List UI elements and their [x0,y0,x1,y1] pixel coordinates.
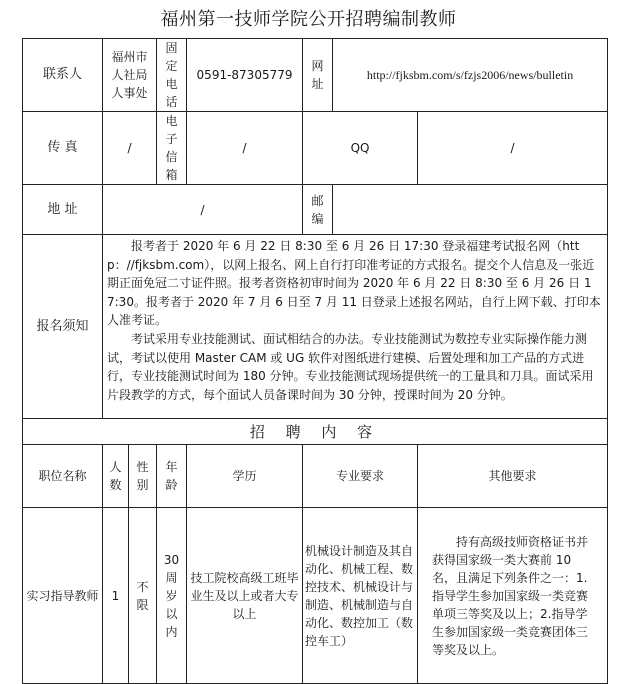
notice-paragraph: 报考者于 2020 年 6 月 22 日 8:30 至 6 月 26 日 17:30 登录福建考试报名网（http：//fjksbm.com），以网上报名、网上自行打印准考证的方式报名。提交个人信息及一张近期正面免冠二寸证件照。报考者资格初审时间为 2020 年 6 月 22 日 8:30 至 6 月 26 日 17:30。报考者于 2020 年 7 月 6 日至 7 月 11 日登录上述报名网站，自行上网下载、打印本人准考证。 [107,239,601,328]
row-education: 技工院校高级工班毕业生及以上或者大专以上 [187,508,303,684]
table-row [23,508,608,684]
qq-label: QQ [303,112,418,185]
postcode-label: 邮编 [303,185,333,235]
postcode-value [333,185,608,235]
header-other: 其他要求 [418,445,608,508]
notice-label: 报名须知 [23,235,103,419]
header-count: 人数 [103,445,129,508]
contact-label: 联系人 [23,39,103,112]
address-value: / [103,185,303,235]
notice-content [103,235,608,419]
header-gender: 性别 [129,445,157,508]
row-other [418,508,608,684]
notice-row [23,235,608,419]
qq-value: / [418,112,608,185]
contact-row [23,39,608,112]
phone-value: 0591-87305779 [187,39,303,112]
email-label: 电子信箱 [157,112,187,185]
header-position: 职位名称 [23,445,103,508]
row-major: 机械设计制造及其自动化、机械工程、数控技术、机械设计与制造、机械制造与自动化、数控加工（数控车工） [303,508,418,684]
header-age: 年龄 [157,445,187,508]
row-count: 1 [103,508,129,684]
recruitment-form [22,38,607,657]
address-row [23,185,608,235]
header-education: 学历 [187,445,303,508]
form-table [22,38,608,684]
row-age: 30周岁以内 [157,508,187,684]
notice-paragraph: 考试采用专业技能测试、面试相结合的办法。专业技能测试为数控专业实际操作能力测试，考试以使用 Master CAM 或 UG 软件对图纸进行建模、后置处理和加工产品的方式进行，专业技能测试时间为 180 分钟。专业技能测试现场提供统一的工量具和刀具。面试采用片段教学的方式，每个面试人员备课时间为 30 分钟，授课时间为 20 分钟。 [107,331,594,402]
section-title: 招 聘 内 容 [23,419,608,445]
address-label: 地 址 [23,185,103,235]
site-value: http://fjksbm.com/s/fzjs2006/news/bulletin [333,39,608,112]
fax-row [23,112,608,185]
row-position: 实习指导教师 [23,508,103,684]
email-value: / [187,112,303,185]
section-row [23,419,608,445]
recruit-header-row [23,445,608,508]
contact-value: 福州市人社局人事处 [103,39,157,112]
phone-label: 固定电话 [157,39,187,112]
header-major: 专业要求 [303,445,418,508]
fax-label: 传 真 [23,112,103,185]
fax-value: / [103,112,157,185]
site-label: 网址 [303,39,333,112]
row-gender: 不限 [129,508,157,684]
page-title: 福州第一技师学院公开招聘编制教师 [160,9,457,30]
row-other-text: 持有高级技师资格证书并获得国家级一类大赛前 10 名，且满足下列条件之一：1.指导学生参加国家级一类竞赛单项三等奖及以上；2.指导学生参加国家级一类竞赛团体三等奖及以上。 [432,534,589,657]
